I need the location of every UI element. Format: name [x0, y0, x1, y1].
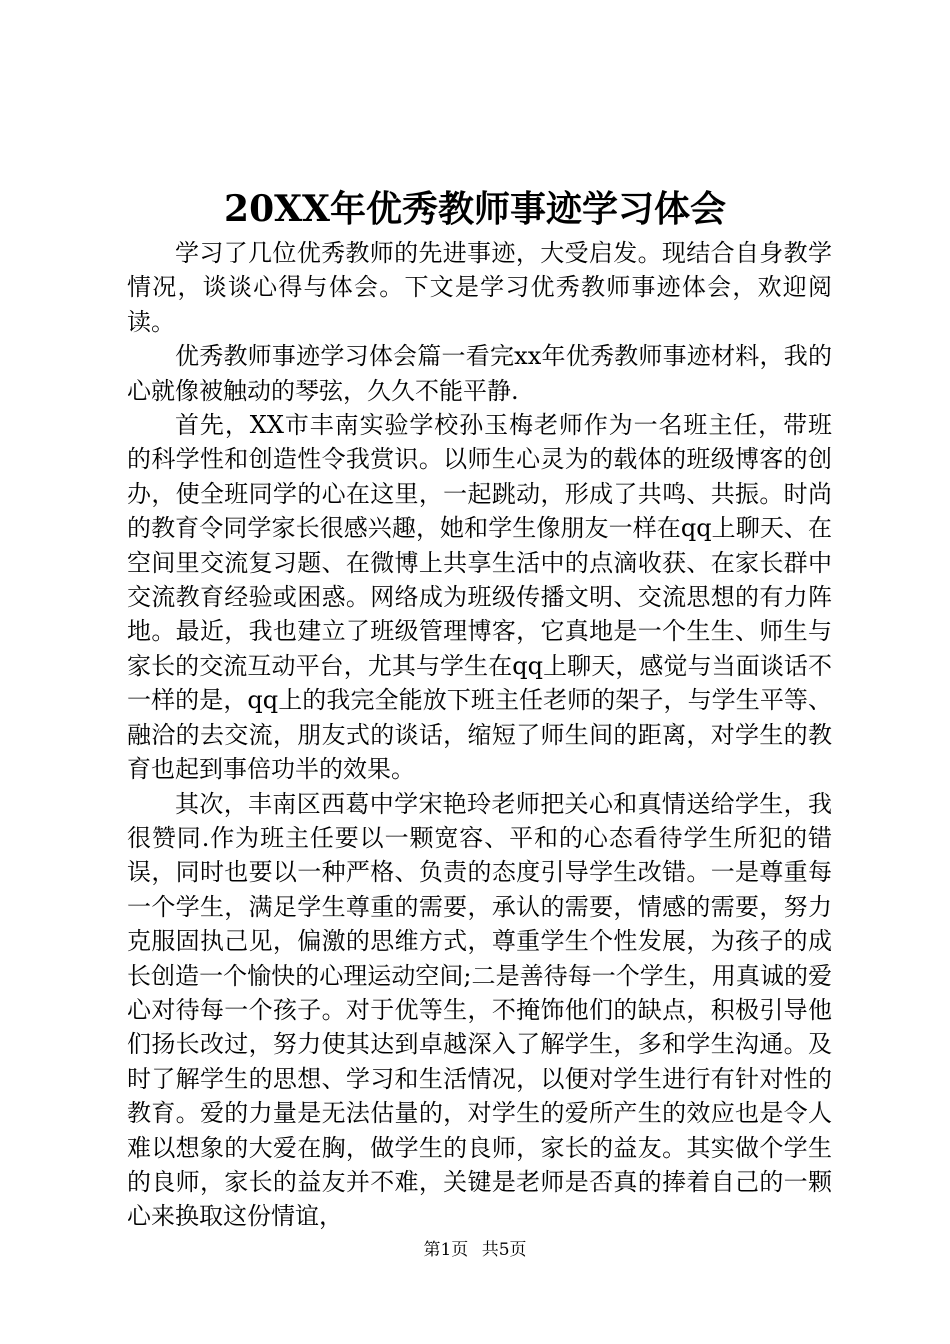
- page-number: 第1页: [423, 1240, 469, 1260]
- page-total: 共5页: [481, 1240, 527, 1260]
- document-body: [127, 236, 832, 1234]
- paragraph-second: 其次，丰南区西葛中学宋艳玲老师把关心和真情送给学生，我很赞同.作为班主任要以一颗宽容、平和的心态看待学生所犯的错误，同时也要以一种严格、负责的态度引导学生改错。一是尊重每一个学生，满足学生尊重的需要，承认的需要，情感的需要，努力克服固执己见，偏激的思维方式，尊重学生个性发展，为孩子的成长创造一个愉快的心理运动空间;二是善待每一个学生，用真诚的爱心对待每一个孩子。对于优等生，不掩饰他们的缺点，积极引导他们扬长改过，努力使其达到卓越深入了解学生，多和学生沟通。及时了解学生的思想、学习和生活情况，以便对学生进行有针对性的教育。爱的力量是无法估量的，对学生的爱所产生的效应也是令人难以想象的大爱在胸，做学生的良师，家长的益友。其实做个学生的良师，家长的益友并不难，关键是老师是否真的捧着自己的一颗心来换取这份情谊，: [127, 789, 832, 1231]
- page-footer: [0, 1238, 950, 1262]
- paragraph-part-one: 优秀教师事迹学习体会篇一看完xx年优秀教师事迹材料，我的心就像被触动的琴弦，久久不能平静.: [127, 342, 832, 405]
- document-title: 20XX年优秀教师事迹学习体会: [224, 188, 726, 230]
- paragraph-first: 首先，XX市丰南实验学校孙玉梅老师作为一名班主任，带班的科学性和创造性令我赏识。以师生心灵为的载体的班级博客的创办，使全班同学的心在这里，一起跳动，形成了共鸣、共振。时尚的教育令同学家长很感兴趣，她和学生像朋友一样在qq上聊天、在空间里交流复习题、在微博上共享生活中的点滴收获、在家长群中交流教育经验或困惑。网络成为班级传播文明、交流思想的有力阵地。最近，我也建立了班级管理博客，它真地是一个生生、师生与家长的交流互动平台，尤其与学生在qq上聊天，感觉与当面谈话不一样的是，qq上的我完全能放下班主任老师的架子，与学生平等、融洽的去交流，朋友式的谈话，缩短了师生间的距离，对学生的教育也起到事倍功半的效果。: [127, 411, 832, 784]
- paragraph-intro: 学习了几位优秀教师的先进事迹，大受启发。现结合自身教学情况，谈谈心得与体会。下文是学习优秀教师事迹体会，欢迎阅读。: [127, 239, 832, 336]
